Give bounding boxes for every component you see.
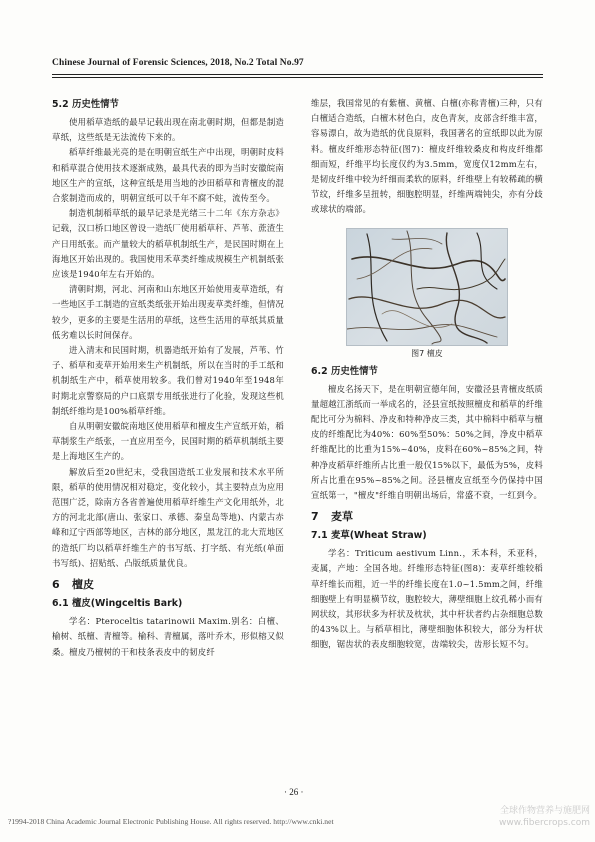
paragraph: 檀皮名扬天下，是在明朝宣德年间，安徽泾县青檀皮纸质量超越江浙纸而一举成名的，泾县宣纸按照檀皮和稻草的纤维配比可分为棉料、净皮和特种净皮三类，其中棉料中稻草与檀皮的纤维配比为40%：60%至50%：50%之间，净皮中稻草纤维配比的比重为15%~40%，皮料在60%~85%之间，特种净皮稻草纤维所占比重一般仅15%以下，最低为5%，皮料所占比重在95%~85%之间。泾县檀皮宣纸至今仍保持中国宣纸第一，"檀皮"纤维自明朝出场后，常盛不衰，一红到今。 bbox=[311, 383, 543, 501]
section-6-1-heading: 6.1 檀皮(Wingceltis Bark) bbox=[52, 598, 183, 610]
header-rule-double bbox=[52, 77, 543, 78]
paragraph: 维层，我国常见的有紫檀、黄檀、白檀(亦称青檀)三种，只有白檀适合造纸，白檀木材色白，皮色青灰，皮部含纤维丰富，容易漂白，故为造纸的优良原料，我国著名的宣纸即以此为原料。檀皮纤维形态特征(图7)：檀皮纤维较桑皮和构皮纤维都细而短，纤维平均长度仅约为3.5mm，宽度仅12mm左右，是韧皮纤维中较为纤细而柔软的原料，纤维壁上有较稀疏的横节纹，纤维多呈扭转，细胞腔明显，纤维两端钝尖，亦有分歧或球状的端部。 bbox=[311, 98, 543, 215]
paragraph: 学名：Triticum aestivum Linn.，禾本科，禾亚科，麦属，产地：全国各地。纤维形态特征(图8)：麦草纤维较稻草纤维长而粗，近一半的纤维长度在1.0~1.5mm之间，纤维细胞壁上有明显横节纹，胞腔较大，薄壁细胞上纹孔稀小而有网状纹，其形状多为杆状及枕状，其中杆状者约占杂细胞总数的43%以上。与稻草相比，薄壁细胞体积较大，部分为杆状细胞，锯齿状的表皮细胞较宽，齿端较尖，齿形长短不匀。 bbox=[311, 548, 543, 650]
figure-caption: 图7 檀皮 bbox=[411, 348, 443, 358]
section-6-2-heading: 6.2 历史性情节 bbox=[311, 365, 378, 377]
section-7-1-heading: 7.1 麦草(Wheat Straw) bbox=[311, 530, 427, 542]
paragraph: 解放后至20世纪末，受我国造纸工业发展和技术水平所限，稻草的使用情况相对稳定，变化较小，其主要特点为应用范围广泛，除南方各省普遍使用稻草纤维生产文化用纸外，北方的河北北部(唐山、张家口、承德、秦皇岛等地)、内蒙古赤峰和辽宁西部等地区，吉林的部分地区，黑龙江的北大荒地区的造纸厂均以稻草纤维生产的书写纸、打字纸、有光纸(单面书写纸)、招贴纸、凸版纸质量优良。 bbox=[52, 466, 284, 568]
section-5-2-heading: 5.2 历史性情节 bbox=[52, 99, 119, 110]
section-6-heading: 6 檀皮 bbox=[52, 578, 94, 592]
paragraph: 制造机制稻草纸的最早记录是光绪三十二年《东方杂志》记载，汉口桥口地区曾设一造纸厂使用稻草秆、芦苇、蔗渣生产日用纸张。而产量较大的稻草机制纸生产，是民国时期在上海地区开始出现的。我国使用禾草类纤维成规模生产机制纸张应该是1940年左右开始的。 bbox=[52, 208, 284, 280]
header-rule bbox=[52, 74, 543, 75]
site-watermark: 全球作物营养与施肥网 www.fibercrops.com bbox=[499, 806, 590, 828]
paragraph: 进入清末和民国时期，机器造纸开始有了发展，芦苇、竹子、稻草和麦草开始用来生产机制纸，所以在当时的手工纸和机制纸生产中，稻草使用较多。我们曾对1940年至1948年时期北京警察局的户口底票专用纸张进行了化验，发现这些机制纸纤维均是100%稻草纤维。 bbox=[52, 345, 284, 416]
left-column bbox=[52, 96, 284, 660]
right-column bbox=[311, 96, 543, 653]
paragraph: 自从明朝安徽皖南地区使用稻草和檀皮生产宣纸开始，稻草制浆生产纸张，一直应用至今，民国时期的稻草机制纸主要是上海地区生产的。 bbox=[52, 421, 284, 462]
paragraph: 稻草纤维最光亮的是在明朝宣纸生产中出现，明朝时皮料和稻草混合使用技术逐渐成熟，最具代表的即为当时安徽皖南地区生产的宣纸，这种宣纸是用当地的沙田稻草和青檀皮的混合浆制造而成的，明朝宣纸可以千年不腐不蛀，流传至今。 bbox=[52, 147, 284, 204]
paragraph: 清朝时期，河北、河南和山东地区开始使用麦草造纸，有一些地区手工制造的宣纸类纸张开始出现麦草类纤维，但情况较少，更多的主要是生活用的草纸，这些生活用的草纸其质量低劣难以长时间保存。 bbox=[52, 284, 284, 340]
journal-header: Chinese Journal of Forensic Sciences, 2018, No.2 Total No.97 bbox=[52, 58, 304, 68]
page-number: · 26 · bbox=[284, 787, 304, 797]
section-7-heading: 7 麦草 bbox=[311, 510, 353, 524]
copyright-footer: ?1994-2018 China Academic Journal Electronic Publishing House. All rights reserved. http://www.cnki.net bbox=[8, 817, 334, 826]
paragraph: 使用稻草造纸的最早记载出现在南北朝时期，但都是制造草纸，这些纸是无法流传下来的。 bbox=[52, 117, 284, 143]
paragraph: 学名：Pteroceltis tatarinowii Maxim.别名：白檀、榆树、纸檀、青檀等。榆科、青檀属，落叶乔木，形似榕又似桑。檀皮乃檀树的干和枝条表皮中的韧皮纤 bbox=[52, 616, 284, 657]
fiber-micrograph-image bbox=[346, 228, 508, 346]
